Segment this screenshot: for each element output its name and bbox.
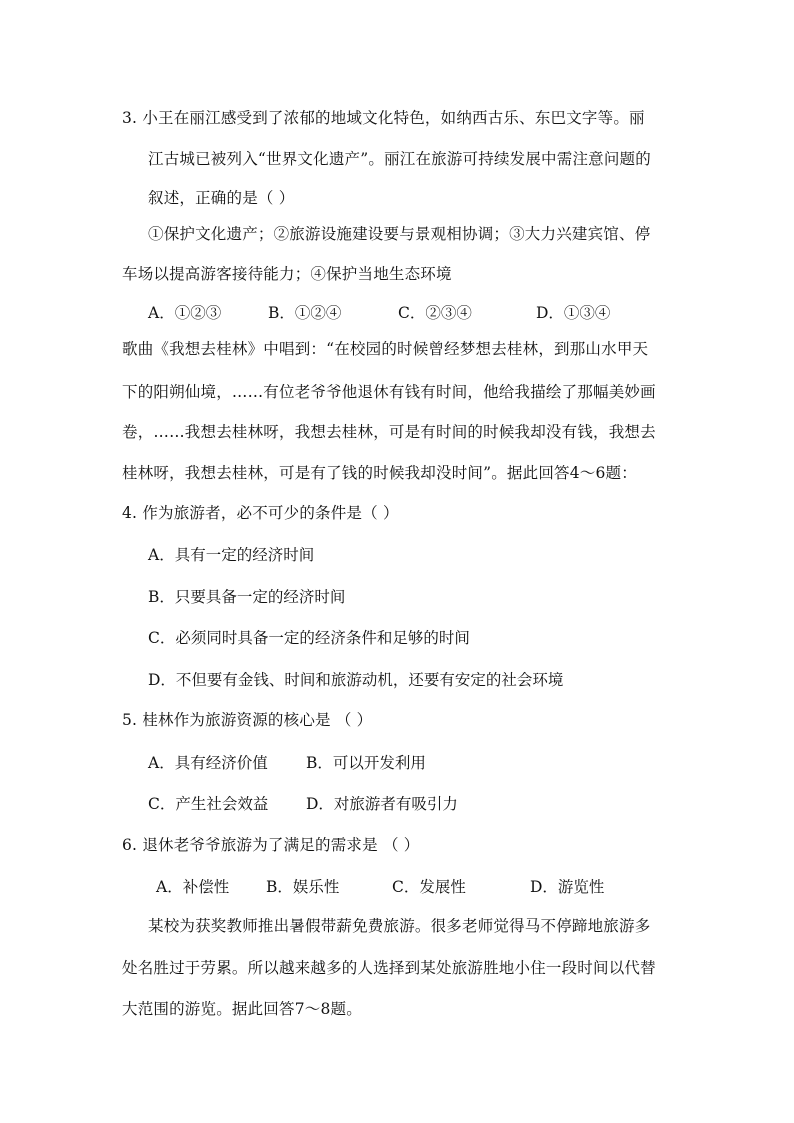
q4-option-b: B．只要具备一定的经济时间 bbox=[148, 588, 346, 606]
q5-option-b: B．可以开发利用 bbox=[306, 754, 426, 772]
q6-option-c: C．发展性 bbox=[392, 878, 466, 896]
q6-option-d: D．游览性 bbox=[530, 878, 605, 896]
q3-option-c: C．②③④ bbox=[398, 304, 472, 322]
q3-stem-line-1: 3. 小王在丽江感受到了浓郁的地域文化特色，如纳西古乐、东巴文字等。丽 bbox=[122, 109, 645, 127]
passage1-line-4: 桂林呀，我想去桂林，可是有了钱的时候我却没时间”。据此回答4～6题： bbox=[122, 464, 637, 482]
q4-stem: 4. 作为旅游者，必不可少的条件是（ ） bbox=[122, 504, 399, 522]
passage2-line-3: 大范围的游览。据此回答7～8题。 bbox=[122, 1000, 362, 1018]
q4-option-c: C．必须同时具备一定的经济条件和足够的时间 bbox=[148, 629, 470, 647]
q3-option-a: A．①②③ bbox=[148, 304, 222, 322]
q4-option-d: D．不但要有金钱、时间和旅游动机，还要有安定的社会环境 bbox=[148, 671, 564, 689]
q3-stem-line-2: 江古城已被列入“世界文化遗产”。丽江在旅游可持续发展中需注意问题的 bbox=[148, 150, 651, 168]
q5-stem: 5. 桂林作为旅游资源的核心是 （ ） bbox=[122, 711, 373, 729]
q5-option-a: A．具有经济价值 bbox=[148, 754, 268, 772]
passage1-line-3: 卷，……我想去桂林呀，我想去桂林，可是有时间的时候我却没有钱，我想去 bbox=[122, 423, 656, 441]
q6-stem: 6. 退休老爷爷旅游为了满足的需求是 （ ） bbox=[122, 836, 420, 854]
q3-option-d: D．①③④ bbox=[536, 304, 611, 322]
q4-option-a: A．具有一定的经济时间 bbox=[148, 546, 315, 564]
q6-option-b: B．娱乐性 bbox=[266, 878, 340, 896]
passage1-line-1: 歌曲《我想去桂林》中唱到：“在校园的时候曾经梦想去桂林，到那山水甲天 bbox=[122, 340, 649, 358]
passage2-line-2: 处名胜过于劳累。所以越来越多的人选择到某处旅游胜地小住一段时间以代替 bbox=[122, 959, 656, 977]
passage2-line-1: 某校为获奖教师推出暑假带薪免费旅游。很多老师觉得马不停蹄地旅游多 bbox=[148, 917, 651, 935]
q3-items-line-2: 车场以提高游客接待能力；④保护当地生态环境 bbox=[122, 265, 452, 283]
q6-option-a: A．补偿性 bbox=[156, 878, 230, 896]
q5-option-d: D．对旅游者有吸引力 bbox=[306, 795, 458, 813]
q5-option-c: C．产生社会效益 bbox=[148, 795, 269, 813]
q3-option-b: B．①②④ bbox=[268, 304, 342, 322]
passage1-line-2: 下的阳朔仙境，……有位老爷爷他退休有钱有时间，他给我描绘了那幅美妙画 bbox=[122, 383, 656, 401]
q3-items-line-1: ①保护文化遗产；②旅游设施建设要与景观相协调；③大力兴建宾馆、停 bbox=[148, 225, 651, 243]
q3-stem-line-3: 叙述，正确的是（ ） bbox=[148, 189, 295, 207]
